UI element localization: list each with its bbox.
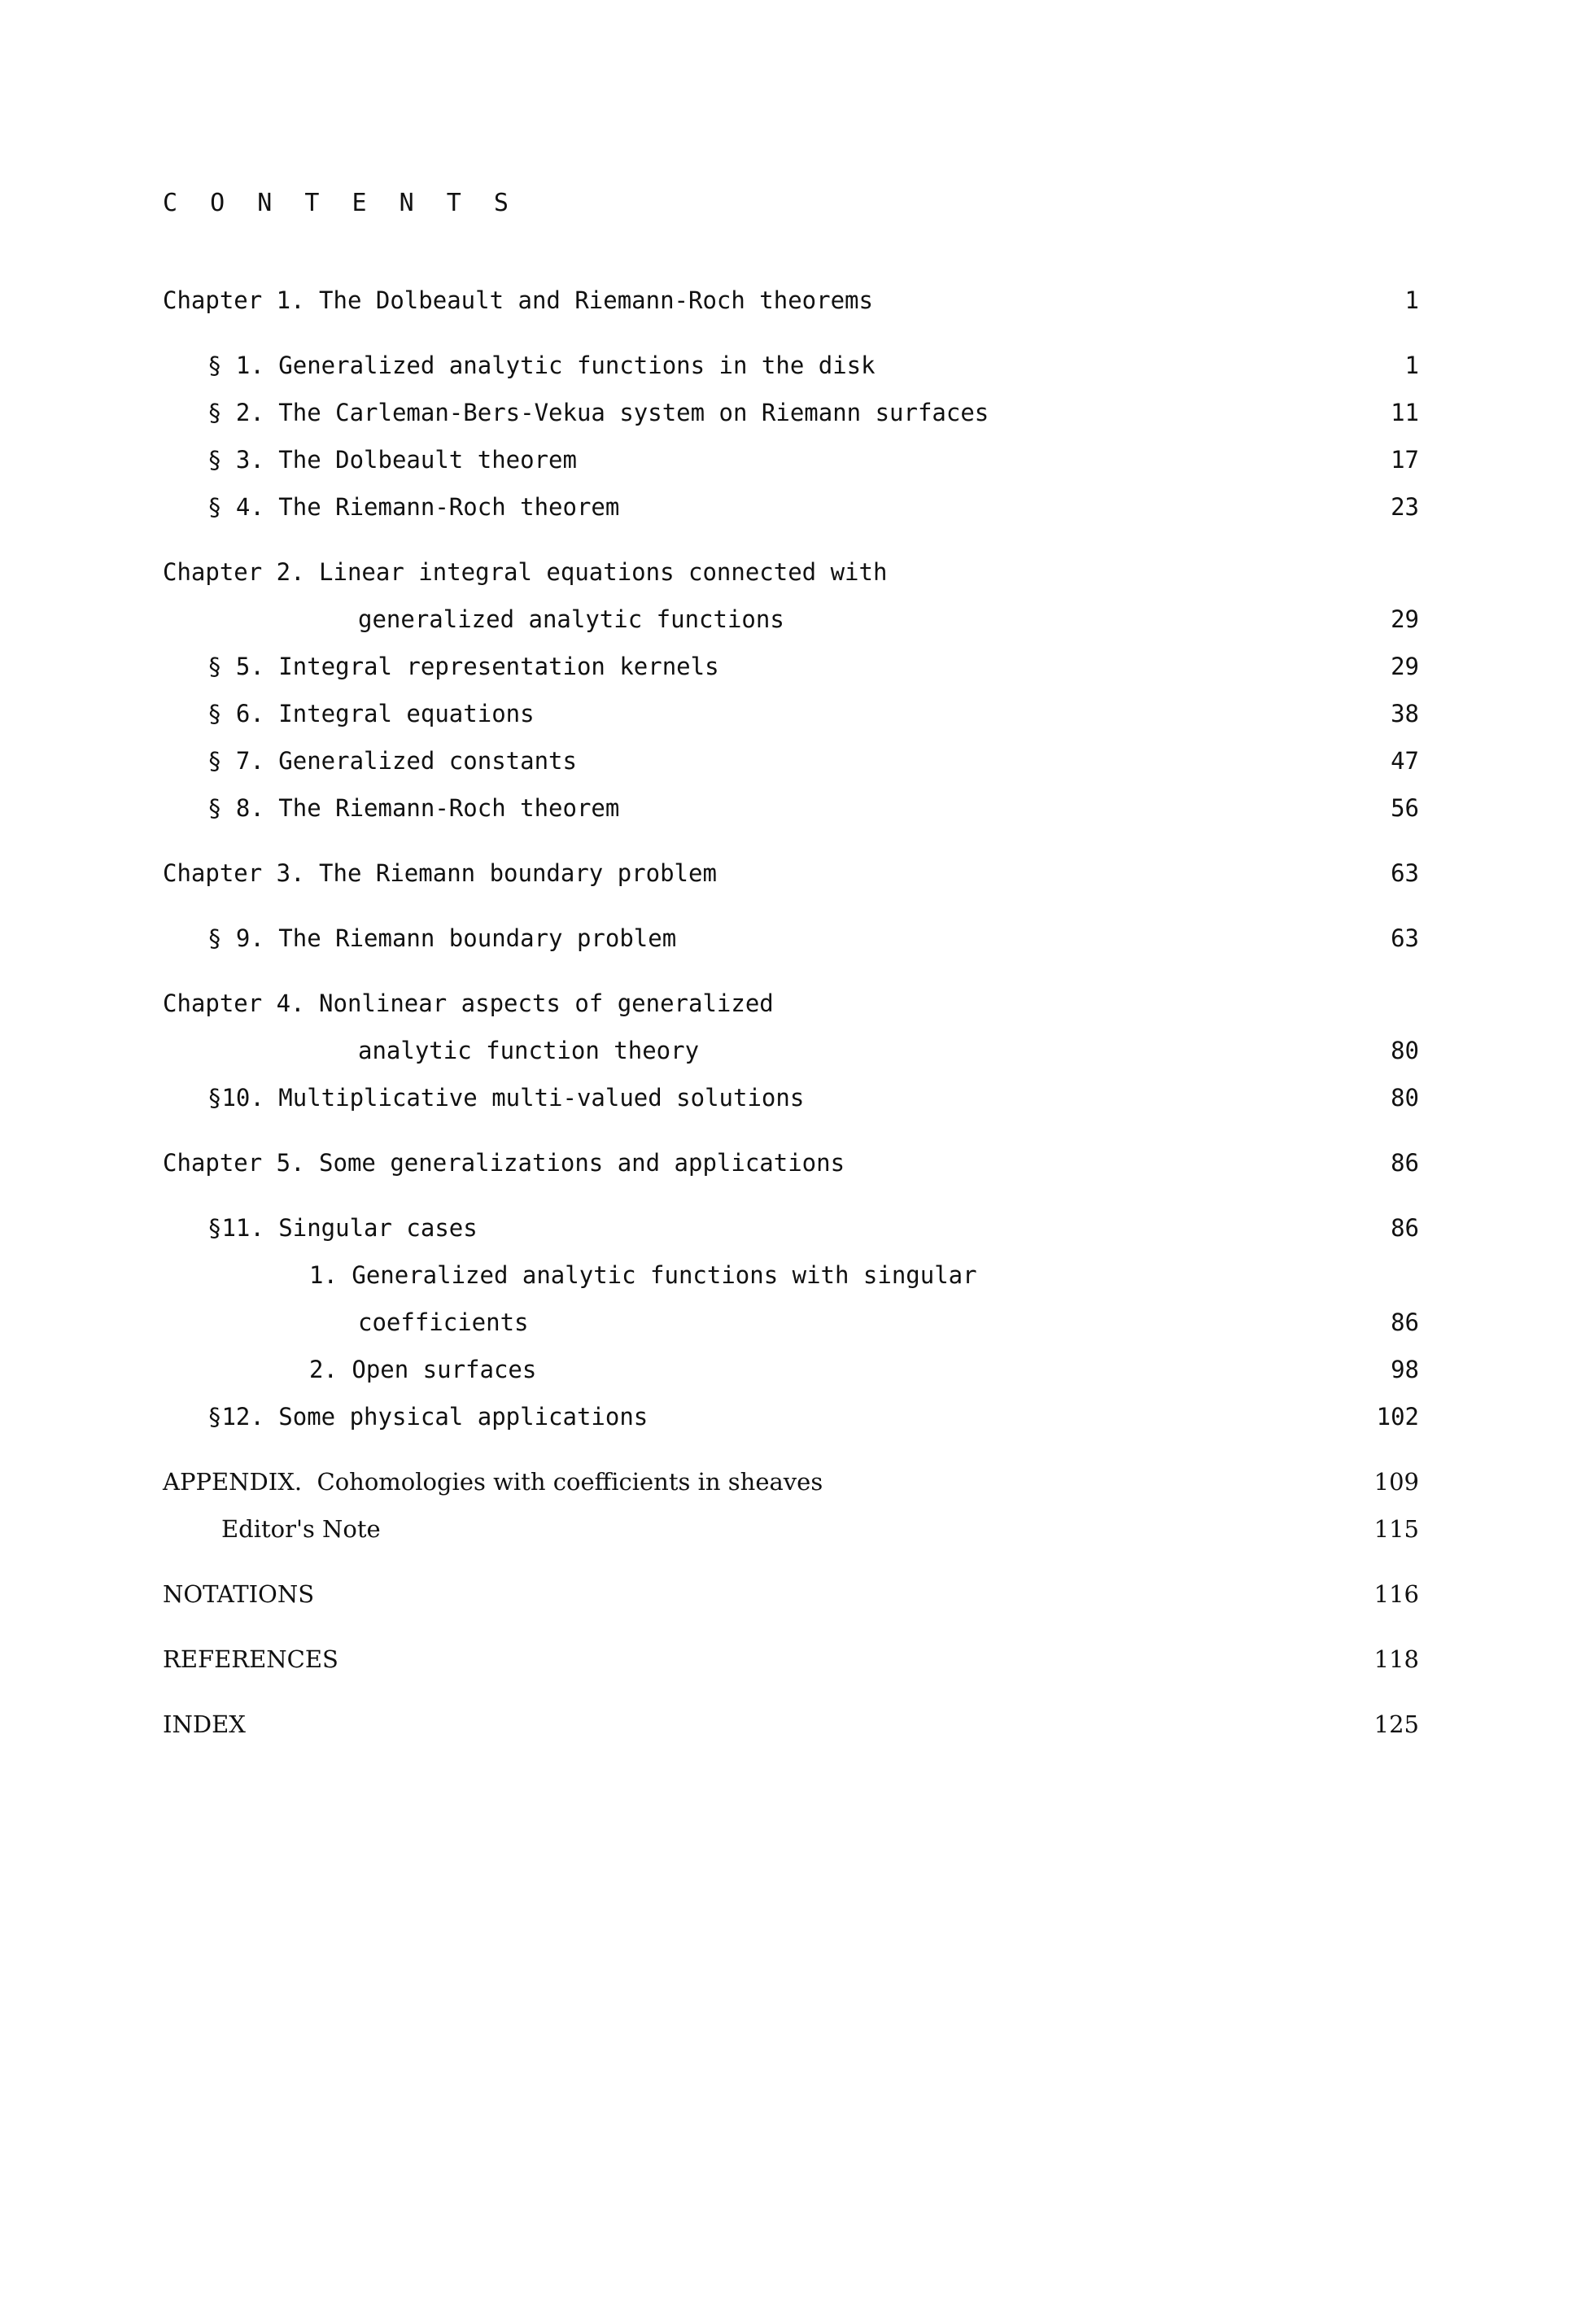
table-of-contents [0,277,1594,1748]
toc-entry-label: Chapter 1. The Dolbeault and Riemann-Roch theorems [163,286,873,314]
toc-entry-page-number: 56 [1391,794,1419,822]
toc-entry[interactable] [0,1505,1594,1553]
toc-entry-page-number: 98 [1391,1356,1419,1383]
toc-entry-label: coefficients [358,1308,529,1336]
page-title: C O N T E N T S [163,189,518,217]
toc-entry-label: NOTATIONS [163,1580,315,1608]
toc-entry-label: § 4. The Riemann-Roch theorem [207,493,620,521]
toc-entry[interactable] [0,915,1594,962]
toc-entry-label: § 1. Generalized analytic functions in the disk [207,352,876,379]
toc-entry-label: Chapter 5. Some generalizations and applications [163,1149,845,1177]
toc-entry[interactable] [0,1393,1594,1440]
toc-entry[interactable] [0,784,1594,832]
toc-entry-page-number: 115 [1373,1515,1419,1543]
toc-entry[interactable] [0,277,1594,324]
toc-entry-page-number: 11 [1391,399,1419,426]
toc-entry-label: Chapter 2. Linear integral equations connected with [163,558,888,586]
toc-entry[interactable] [0,342,1594,389]
toc-entry-page-number: 1 [1404,286,1419,314]
toc-entry-page-number: 86 [1391,1214,1419,1242]
toc-entry-label: APPENDIX. Cohomologies with coefficients in sheaves [163,1468,823,1496]
toc-entry[interactable] [0,1252,1594,1299]
toc-entry-label: Chapter 4. Nonlinear aspects of generalized [163,989,774,1017]
toc-entry-label: INDEX [163,1710,246,1738]
toc-entry[interactable] [0,1701,1594,1748]
toc-entry-page-number: 118 [1373,1645,1419,1673]
toc-entry[interactable] [0,980,1594,1027]
toc-entry[interactable] [0,1458,1594,1505]
toc-entry-page-number: 102 [1376,1403,1419,1431]
toc-entry-page-number: 80 [1391,1037,1419,1064]
toc-entry-label: § 8. The Riemann-Roch theorem [207,794,620,822]
toc-entry[interactable] [0,548,1594,596]
toc-entry[interactable] [0,436,1594,483]
toc-entry-label: § 9. The Riemann boundary problem [207,924,677,952]
toc-entry[interactable] [0,1636,1594,1683]
toc-entry-page-number: 17 [1391,446,1419,474]
toc-entry[interactable] [0,1204,1594,1252]
toc-entry-label: § 6. Integral equations [207,700,535,727]
toc-entry-page-number: 1 [1404,352,1419,379]
toc-entry-label: generalized analytic functions [358,605,784,633]
toc-entry-label: § 7. Generalized constants [207,747,577,775]
toc-entry-page-number: 80 [1391,1084,1419,1112]
toc-entry[interactable] [0,483,1594,531]
toc-entry-label: §10. Multiplicative multi-valued solutions [207,1084,805,1112]
toc-entry-label: § 2. The Carleman-Bers-Vekua system on Riemann surfaces [207,399,989,426]
toc-entry-page-number: 63 [1391,859,1419,887]
toc-entry-label: §11. Singular cases [207,1214,478,1242]
toc-entry-label: REFERENCES [163,1645,338,1673]
toc-entry[interactable] [0,1074,1594,1121]
toc-entry-label: 1. Generalized analytic functions with singular [309,1261,977,1289]
toc-entry-page-number: 38 [1391,700,1419,727]
toc-entry[interactable] [0,1299,1594,1346]
toc-entry[interactable] [0,1346,1594,1393]
toc-entry[interactable] [0,850,1594,897]
toc-entry-page-number: 116 [1373,1580,1419,1608]
toc-entry-page-number: 109 [1373,1468,1419,1496]
toc-entry[interactable] [0,1139,1594,1186]
toc-entry-page-number: 63 [1391,924,1419,952]
toc-entry[interactable] [0,690,1594,737]
toc-entry[interactable] [0,1027,1594,1074]
toc-entry-page-number: 23 [1391,493,1419,521]
toc-entry-label: 2. Open surfaces [309,1356,537,1383]
toc-entry-label: § 5. Integral representation kernels [207,653,719,680]
toc-entry-label: Chapter 3. The Riemann boundary problem [163,859,717,887]
toc-entry[interactable] [0,596,1594,643]
toc-entry-label: analytic function theory [358,1037,700,1064]
toc-entry[interactable] [0,737,1594,784]
toc-entry-page-number: 47 [1391,747,1419,775]
toc-entry-label: Editor's Note [221,1515,381,1543]
toc-entry-page-number: 29 [1391,653,1419,680]
toc-entry[interactable] [0,389,1594,436]
toc-entry-page-number: 125 [1373,1710,1419,1738]
toc-entry-label: §12. Some physical applications [207,1403,649,1431]
toc-entry-label: § 3. The Dolbeault theorem [207,446,577,474]
toc-entry[interactable] [0,1570,1594,1618]
toc-entry-page-number: 86 [1391,1149,1419,1177]
toc-entry-page-number: 29 [1391,605,1419,633]
toc-entry[interactable] [0,643,1594,690]
toc-entry-page-number: 86 [1391,1308,1419,1336]
